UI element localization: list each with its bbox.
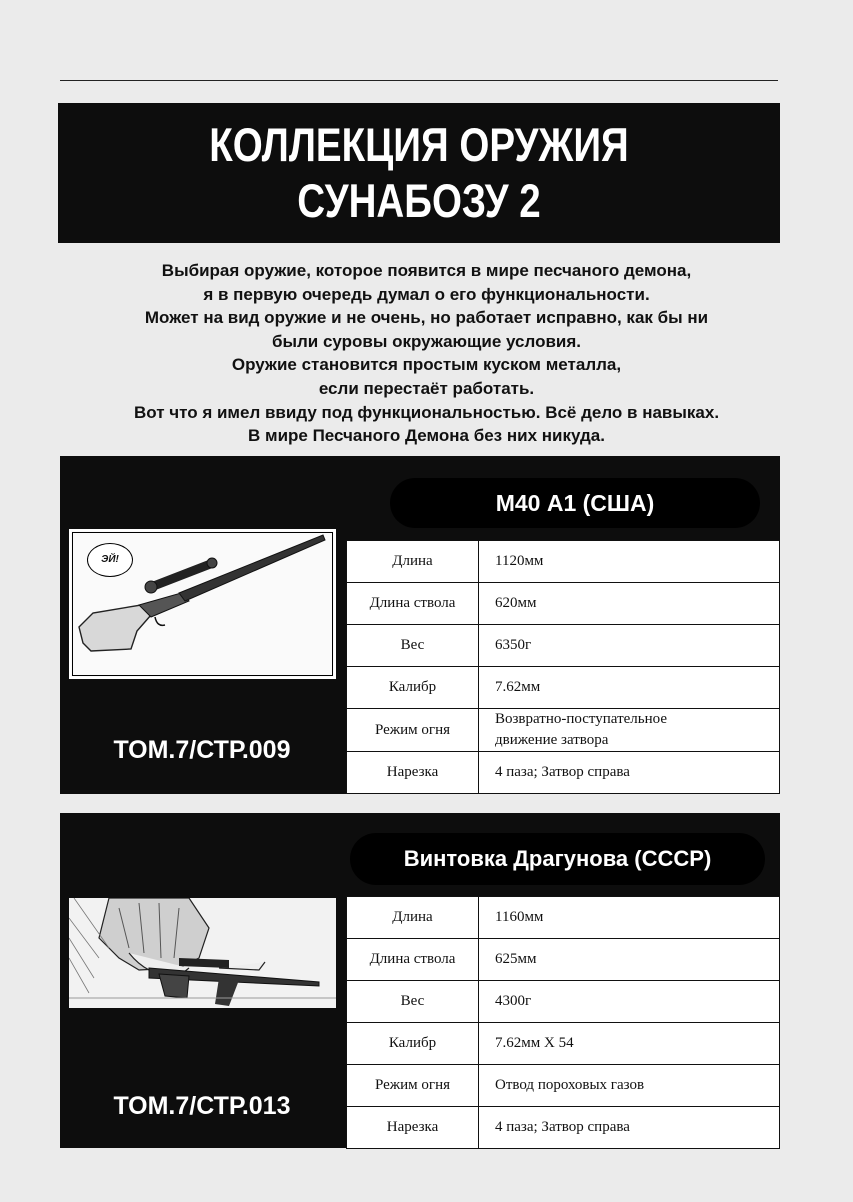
spec-value: 620мм: [479, 583, 780, 625]
spec-label: Нарезка: [347, 752, 479, 794]
title-banner: [58, 103, 780, 243]
spec-value: 4 паза; Затвор справа: [479, 752, 780, 794]
spec-value: Отвод пороховых газов: [479, 1065, 780, 1107]
table-row: [347, 939, 780, 981]
top-divider: [60, 80, 778, 81]
spec-value: 1160мм: [479, 897, 780, 939]
spec-value: 7.62мм X 54: [479, 1023, 780, 1065]
weapon-name: М40 А1 (США): [390, 478, 760, 528]
table-row: [347, 897, 780, 939]
rifle-illustration-icon: [69, 529, 336, 679]
table-row: [347, 1023, 780, 1065]
spec-value-line: Возвратно-поступательное: [495, 711, 667, 727]
spec-value: 4300г: [479, 981, 780, 1023]
weapon-card-dragunov: [60, 813, 780, 1148]
spec-label: Нарезка: [347, 1107, 479, 1149]
page-title-line-2: СУНАБОЗУ 2: [297, 174, 541, 227]
speech-bubble: ЭЙ!: [87, 543, 133, 577]
table-row: [347, 1107, 780, 1149]
soldier-drawing: [69, 898, 336, 1008]
table-row: [347, 541, 780, 583]
spec-value: 1120мм: [479, 541, 780, 583]
intro-line: были суровы окружающие условия.: [271, 331, 582, 351]
spec-table: [346, 540, 780, 794]
spec-value: 4 паза; Затвор справа: [479, 1107, 780, 1149]
table-row: [347, 709, 780, 752]
reference-label: ТОМ.7/СТР.013: [113, 1092, 291, 1120]
spec-value: 7.62мм: [479, 667, 780, 709]
spec-label: Вес: [347, 981, 479, 1023]
spec-table: [346, 896, 780, 1149]
table-row: [347, 667, 780, 709]
intro-line: я в первую очередь думал о его функциональности.: [203, 284, 650, 304]
spec-label: Калибр: [347, 667, 479, 709]
table-row: [347, 583, 780, 625]
spec-label: Длина ствола: [347, 583, 479, 625]
spec-label: Длина: [347, 897, 479, 939]
page-title-line-1: КОЛЛЕКЦИЯ ОРУЖИЯ: [209, 118, 629, 171]
spec-value: [479, 709, 780, 752]
reference-label: ТОМ.7/СТР.009: [113, 736, 291, 764]
spec-value: 6350г: [479, 625, 780, 667]
spec-label: Вес: [347, 625, 479, 667]
soldier-with-rifle-illustration-icon: [69, 898, 336, 1008]
intro-line: В мире Песчаного Демона без них никуда.: [248, 426, 605, 446]
intro-line: Вот что я имел ввиду под функциональностью. Всё дело в навыках.: [133, 402, 720, 422]
table-row: [347, 625, 780, 667]
spec-label: Длина: [347, 541, 479, 583]
weapon-card-m40: [60, 456, 780, 794]
intro-line: если перестаёт работать.: [318, 378, 535, 398]
table-row: [347, 981, 780, 1023]
intro-line: Оружие становится простым куском металла,: [231, 355, 622, 375]
table-row: [347, 1065, 780, 1107]
spec-label: Калибр: [347, 1023, 479, 1065]
spec-value: 625мм: [479, 939, 780, 981]
spec-label: Режим огня: [347, 709, 479, 752]
intro-line: Выбирая оружие, которое появится в мире песчаного демона,: [161, 261, 692, 280]
weapon-name: Винтовка Драгунова (СССР): [350, 833, 765, 885]
intro-text: [40, 259, 813, 448]
spec-value-line: движение затвора: [495, 732, 609, 748]
spec-label: Режим огня: [347, 1065, 479, 1107]
spec-label: Длина ствола: [347, 939, 479, 981]
table-row: [347, 752, 780, 794]
intro-line: Может на вид оружие и не очень, но работает исправно, как бы ни: [144, 308, 709, 328]
